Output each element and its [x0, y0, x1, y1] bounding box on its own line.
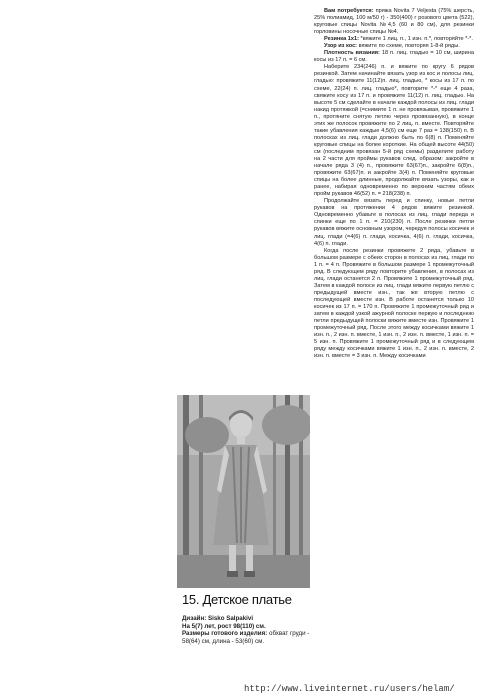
- body-paragraph-2: Продолжайте вязать перед и спинку, новые петли рукавов на протяжении 4 рядов вяжите резинкой. Одновременно убавьте в полосах из лиц. глади переда и спинки еще по 1 п. = 210(230) п. После резинки петли рукавов вяжите основным узором, чередуя полосы косичек и лиц. глади (=4(6) п. глади, косичка, 4(6) п. глади, косичка, 4(6) п. глади.: [314, 198, 474, 247]
- body-paragraph-3: Когда после резинки провяжете 2 ряда, убавьте в большом размере с обеих сторон в полосах из лиц. глади по 1 п. = 4 п. Провяжите в большом размере 1 промежуточный ряд. В следующем ряду повторите убавления, в полосах из лиц. глади останется 2 п. Провяжите 1 промежуточный ряд. Затем в каждой полосе из лиц. глади вяжите первую петлю с предыдущей вместе изн., так же вторую петлю с последующей вместе изн. В работе останется только 10 косичек из 17 п. = 170 п. Провяжите 1 промежуточный ряд и затем в каждой узкой ажурной полоске первую и последнюю петли предыдущей полоски вяжите вместе изн. Провяжите 1 промежуточный ряд. После этого между косичками вяжите 1 изн. п., 2 изн. п. вместе, 1 изн. п., 2 изн. п. вместе, 1 изн. п. = 5 изн. п. Провяжите 1 промежуточный ряд и в следующем ряду между косичками вяжите 1 изн. п., 2 изн. п. вместе, 2 изн. п. вместе = 3 изн. п. Между косичками: [314, 247, 474, 360]
- dress-photo: [177, 395, 310, 588]
- size-line: [182, 623, 322, 631]
- dress-photo-illustration: [177, 395, 310, 588]
- gauge-text: 18 п. лиц. гладью = 10 см, ширина косы из 17 п. = 6 см.: [314, 50, 474, 64]
- materials-paragraph: [314, 8, 474, 36]
- designer-label: Дизайн:: [182, 615, 207, 622]
- measurements-text: обхват груди - 58(64) см, длина - 53(60) см.: [182, 630, 310, 645]
- pattern-title: 15. Детское платье: [182, 592, 292, 607]
- rib-heading: Резинка 1х1:: [324, 36, 359, 43]
- materials-heading: Вам потребуется:: [324, 8, 374, 14]
- measurements-label: Размеры готового изделия:: [182, 630, 268, 638]
- instructions-column: [314, 8, 474, 360]
- designer-line: [182, 615, 322, 623]
- materials-text: пряжа Novita 7 Veljesta (75% шерсть, 25% полиамид, 100 м/50 г) - 350(400) г розового цвета (522), круговые спицы Novita №4,5 (60 и 80 см), для резинки горловины носочные спицы №4.: [314, 8, 474, 36]
- measurements-line: [182, 630, 322, 645]
- body-paragraph-1: Наберите 234(246) п. и вяжите по кругу 6 рядов резинкой. Затем начинайте вязать узор из кос и полосы лиц. гладью: провяжите 11(12)п. лиц. гладью, * косы из 17 п. по схеме, 22(24) п. лиц. гладью*, повторите *-* еще 4 раза, свяжите косу из 17 п. и провяжите 11(12) п. лиц. гладью. На высоте 5 см сделайте в начале каждой полосы из лиц. глади накид протяжкой (=снимите 1 п. не провязывая, провяжите 1 п., протяните снятую петлю через провязанную), в конце этих же полосок провяжите по 2 лиц. п. вместе. Повторяйте такие убавления каждые 4,5(6) см еще 7 раз = 138(150) п. В полосках из лиц. глади должно быть по 6(8) п. Поменяйте круговые спицы на более короткие. На общей высоте 44(50) см (последним провязан 5-й ряд схемы) разделите работу на 2 части для проймы рукавов след. образом: закройте в начале ряда 3 (4) п., провяжите 63(67)п., закройте 6(8)п., провяжите 63(67)п. и закройте 3(4) п. Поменяйте круговые спицы на более длинные, продолжайте вязать узоры, как и ранее, набирая одновременно по верхним частям обеих пройм рукавов 46(52) п. = 218(238) п.: [314, 64, 474, 198]
- pattern-info: [182, 615, 322, 645]
- rib-text: *вяжите 1 лиц. п., 1 изн. п.*, повторяйте *-*.: [358, 36, 473, 43]
- cable-text: вяжите по схеме, повторяя 1-8-й ряды.: [357, 43, 460, 50]
- source-url: http://www.liveinternet.ru/users/helam/: [244, 684, 455, 694]
- gauge-heading: Плотность вязания:: [324, 50, 380, 57]
- gauge-paragraph: [314, 50, 474, 64]
- cable-heading: Узор из кос:: [324, 43, 358, 50]
- size-text: На 5(7) лет, рост 98(110) см.: [182, 622, 266, 630]
- cable-paragraph: [314, 43, 474, 50]
- designer-name: Sisko Salpakivi: [207, 615, 254, 622]
